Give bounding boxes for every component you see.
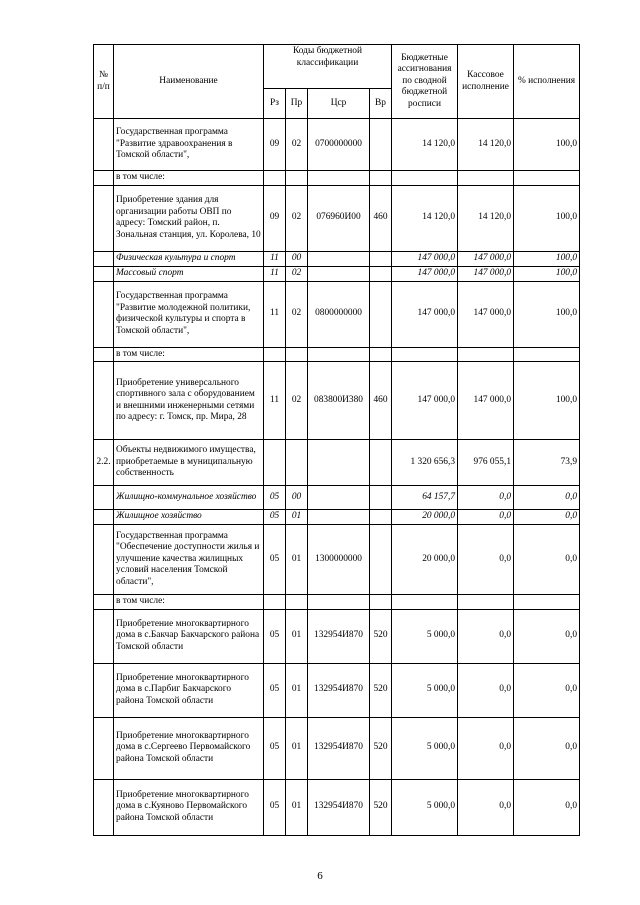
cell-num xyxy=(94,525,114,595)
cell-rz: 09 xyxy=(264,185,286,251)
cell-vr xyxy=(370,347,392,362)
table-row xyxy=(94,440,580,486)
cell-num xyxy=(94,595,114,610)
cell-percent: 0,0 xyxy=(514,486,580,510)
table-row xyxy=(94,779,580,835)
cell-vr xyxy=(370,251,392,266)
cell-budget: 64 157,7 xyxy=(392,486,458,510)
cell-num xyxy=(94,171,114,186)
cell-num xyxy=(94,281,114,347)
cell-vr: 460 xyxy=(370,362,392,440)
cell-pr: 01 xyxy=(286,609,308,663)
cell-name: Государственная программа "Развитие здравоохранения в Томской области", xyxy=(114,119,264,171)
cell-csr xyxy=(308,266,370,281)
cell-csr xyxy=(308,595,370,610)
cell-percent: 0,0 xyxy=(514,663,580,717)
cell-percent: 100,0 xyxy=(514,251,580,266)
cell-csr xyxy=(308,440,370,486)
cell-vr: 520 xyxy=(370,663,392,717)
cell-rz: 05 xyxy=(264,609,286,663)
cell-num xyxy=(94,717,114,779)
cell-budget: 14 120,0 xyxy=(392,185,458,251)
cell-pr: 01 xyxy=(286,525,308,595)
cell-vr xyxy=(370,119,392,171)
cell-budget xyxy=(392,347,458,362)
budget-table xyxy=(93,44,580,836)
table-row xyxy=(94,362,580,440)
cell-csr: 083800И380 xyxy=(308,362,370,440)
cell-vr: 520 xyxy=(370,609,392,663)
cell-name: Объекты недвижимого имущества, приобретаемые в муниципальную собственность xyxy=(114,440,264,486)
cell-name: в том числе: xyxy=(114,171,264,186)
cell-csr: 132954И870 xyxy=(308,609,370,663)
header-cash: Кассовое исполнение xyxy=(458,45,514,119)
table-row xyxy=(94,266,580,281)
cell-csr xyxy=(308,510,370,525)
cell-vr: 520 xyxy=(370,717,392,779)
header-rz: Рз xyxy=(264,89,286,119)
cell-budget: 5 000,0 xyxy=(392,609,458,663)
cell-name: Приобретение многоквартирного дома в с.Сергеево Первомайского района Томской области xyxy=(114,717,264,779)
cell-cash xyxy=(458,595,514,610)
cell-name: Приобретение здания для организации работы ОВП по адресу: Томский район, п. Зональная станция, ул. Королева, 10 xyxy=(114,185,264,251)
cell-rz xyxy=(264,440,286,486)
cell-budget: 147 000,0 xyxy=(392,362,458,440)
header-csr: Цср xyxy=(308,89,370,119)
table-row xyxy=(94,510,580,525)
cell-num xyxy=(94,251,114,266)
cell-budget: 147 000,0 xyxy=(392,281,458,347)
cell-budget: 5 000,0 xyxy=(392,779,458,835)
table-row xyxy=(94,347,580,362)
cell-pr xyxy=(286,595,308,610)
cell-pr: 02 xyxy=(286,281,308,347)
cell-percent: 100,0 xyxy=(514,185,580,251)
header-codes: Коды бюджетной классификации xyxy=(264,45,392,89)
cell-cash: 0,0 xyxy=(458,486,514,510)
cell-percent: 100,0 xyxy=(514,266,580,281)
cell-name: Массовый спорт xyxy=(114,266,264,281)
cell-pr: 02 xyxy=(286,362,308,440)
cell-rz: 05 xyxy=(264,486,286,510)
cell-rz: 11 xyxy=(264,281,286,347)
cell-percent: 0,0 xyxy=(514,510,580,525)
cell-cash: 147 000,0 xyxy=(458,362,514,440)
cell-pr: 00 xyxy=(286,251,308,266)
cell-num xyxy=(94,663,114,717)
cell-num xyxy=(94,266,114,281)
cell-csr: 132954И870 xyxy=(308,717,370,779)
cell-vr: 520 xyxy=(370,779,392,835)
header-pr: Пр xyxy=(286,89,308,119)
cell-rz: 05 xyxy=(264,525,286,595)
cell-name: Приобретение многоквартирного дома в с.Куяново Первомайского района Томской области xyxy=(114,779,264,835)
cell-percent xyxy=(514,347,580,362)
cell-rz xyxy=(264,347,286,362)
table-row xyxy=(94,663,580,717)
cell-num xyxy=(94,347,114,362)
cell-cash: 14 120,0 xyxy=(458,185,514,251)
cell-cash: 976 055,1 xyxy=(458,440,514,486)
cell-num: 2.2. xyxy=(94,440,114,486)
cell-csr: 132954И870 xyxy=(308,663,370,717)
cell-cash: 147 000,0 xyxy=(458,266,514,281)
cell-name: Приобретение многоквартирного дома в с.Парбиг Бакчарского района Томской области xyxy=(114,663,264,717)
cell-percent: 100,0 xyxy=(514,362,580,440)
cell-vr xyxy=(370,440,392,486)
table-body xyxy=(94,119,580,836)
cell-vr xyxy=(370,525,392,595)
cell-cash: 0,0 xyxy=(458,609,514,663)
cell-name: Жилищно-коммунальное хозяйство xyxy=(114,486,264,510)
cell-name: Приобретение универсального спортивного зала с оборудованием и внешними инженерными сетями по адресу: г. Томск, пр. Мира, 28 xyxy=(114,362,264,440)
cell-pr: 02 xyxy=(286,266,308,281)
cell-name: Физическая культура и спорт xyxy=(114,251,264,266)
table-row xyxy=(94,251,580,266)
cell-rz: 05 xyxy=(264,717,286,779)
cell-vr xyxy=(370,510,392,525)
table-row xyxy=(94,595,580,610)
cell-percent: 0,0 xyxy=(514,717,580,779)
cell-pr: 01 xyxy=(286,510,308,525)
cell-rz: 11 xyxy=(264,266,286,281)
cell-num xyxy=(94,185,114,251)
cell-csr xyxy=(308,347,370,362)
cell-pr: 01 xyxy=(286,717,308,779)
cell-csr: 0700000000 xyxy=(308,119,370,171)
cell-pr: 00 xyxy=(286,486,308,510)
table-row xyxy=(94,281,580,347)
cell-budget: 5 000,0 xyxy=(392,663,458,717)
cell-budget: 14 120,0 xyxy=(392,119,458,171)
cell-vr xyxy=(370,171,392,186)
table-row xyxy=(94,609,580,663)
cell-num xyxy=(94,609,114,663)
cell-cash: 0,0 xyxy=(458,779,514,835)
cell-rz: 11 xyxy=(264,362,286,440)
cell-cash: 0,0 xyxy=(458,510,514,525)
cell-budget xyxy=(392,595,458,610)
cell-name: в том числе: xyxy=(114,347,264,362)
cell-percent: 100,0 xyxy=(514,119,580,171)
cell-cash: 14 120,0 xyxy=(458,119,514,171)
cell-num xyxy=(94,362,114,440)
header-vr: Вр xyxy=(370,89,392,119)
cell-rz: 05 xyxy=(264,779,286,835)
cell-percent: 73,9 xyxy=(514,440,580,486)
table-row xyxy=(94,525,580,595)
cell-num xyxy=(94,779,114,835)
cell-cash: 0,0 xyxy=(458,717,514,779)
cell-pr: 02 xyxy=(286,119,308,171)
cell-percent xyxy=(514,171,580,186)
cell-cash xyxy=(458,171,514,186)
table-row xyxy=(94,185,580,251)
cell-vr xyxy=(370,266,392,281)
cell-percent xyxy=(514,595,580,610)
cell-vr xyxy=(370,486,392,510)
table-row xyxy=(94,171,580,186)
cell-cash: 0,0 xyxy=(458,663,514,717)
page-number: 6 xyxy=(317,870,323,882)
cell-num xyxy=(94,486,114,510)
cell-vr xyxy=(370,281,392,347)
cell-name: Государственная программа "Развитие молодежной политики, физической культуры и спорта в Томской области", xyxy=(114,281,264,347)
header-num: № п/п xyxy=(94,45,114,119)
cell-budget: 20 000,0 xyxy=(392,510,458,525)
cell-budget: 20 000,0 xyxy=(392,525,458,595)
cell-rz: 09 xyxy=(264,119,286,171)
cell-pr xyxy=(286,171,308,186)
cell-rz: 11 xyxy=(264,251,286,266)
cell-budget: 147 000,0 xyxy=(392,251,458,266)
cell-rz xyxy=(264,171,286,186)
cell-num xyxy=(94,119,114,171)
cell-budget xyxy=(392,171,458,186)
table-row xyxy=(94,486,580,510)
cell-csr xyxy=(308,486,370,510)
header-name: Наименование xyxy=(114,45,264,119)
cell-percent: 100,0 xyxy=(514,281,580,347)
cell-csr xyxy=(308,251,370,266)
cell-name: в том числе: xyxy=(114,595,264,610)
header-budget: Бюджетные ассигнования по сводной бюджетной росписи xyxy=(392,45,458,119)
cell-name: Приобретение многоквартирного дома в с.Бакчар Бакчарского района Томской области xyxy=(114,609,264,663)
cell-num xyxy=(94,510,114,525)
cell-rz xyxy=(264,595,286,610)
cell-percent: 0,0 xyxy=(514,609,580,663)
cell-cash: 147 000,0 xyxy=(458,251,514,266)
header-percent: % исполнения xyxy=(514,45,580,119)
cell-csr xyxy=(308,171,370,186)
cell-cash: 147 000,0 xyxy=(458,281,514,347)
cell-cash: 0,0 xyxy=(458,525,514,595)
cell-name: Жилищное хозяйство xyxy=(114,510,264,525)
cell-pr xyxy=(286,440,308,486)
cell-vr: 460 xyxy=(370,185,392,251)
cell-csr: 1300000000 xyxy=(308,525,370,595)
cell-csr: 132954И870 xyxy=(308,779,370,835)
table-row xyxy=(94,119,580,171)
cell-name: Государственная программа "Обеспечение доступности жилья и улучшение качества жилищных условий населения Томской области", xyxy=(114,525,264,595)
table-row xyxy=(94,717,580,779)
cell-vr xyxy=(370,595,392,610)
cell-budget: 1 320 656,3 xyxy=(392,440,458,486)
cell-pr xyxy=(286,347,308,362)
cell-rz: 05 xyxy=(264,663,286,717)
cell-budget: 147 000,0 xyxy=(392,266,458,281)
cell-pr: 01 xyxy=(286,779,308,835)
cell-percent: 0,0 xyxy=(514,779,580,835)
cell-pr: 02 xyxy=(286,185,308,251)
cell-csr: 076960И00 xyxy=(308,185,370,251)
cell-cash xyxy=(458,347,514,362)
cell-pr: 01 xyxy=(286,663,308,717)
cell-budget: 5 000,0 xyxy=(392,717,458,779)
cell-percent: 0,0 xyxy=(514,525,580,595)
cell-rz: 05 xyxy=(264,510,286,525)
cell-csr: 0800000000 xyxy=(308,281,370,347)
